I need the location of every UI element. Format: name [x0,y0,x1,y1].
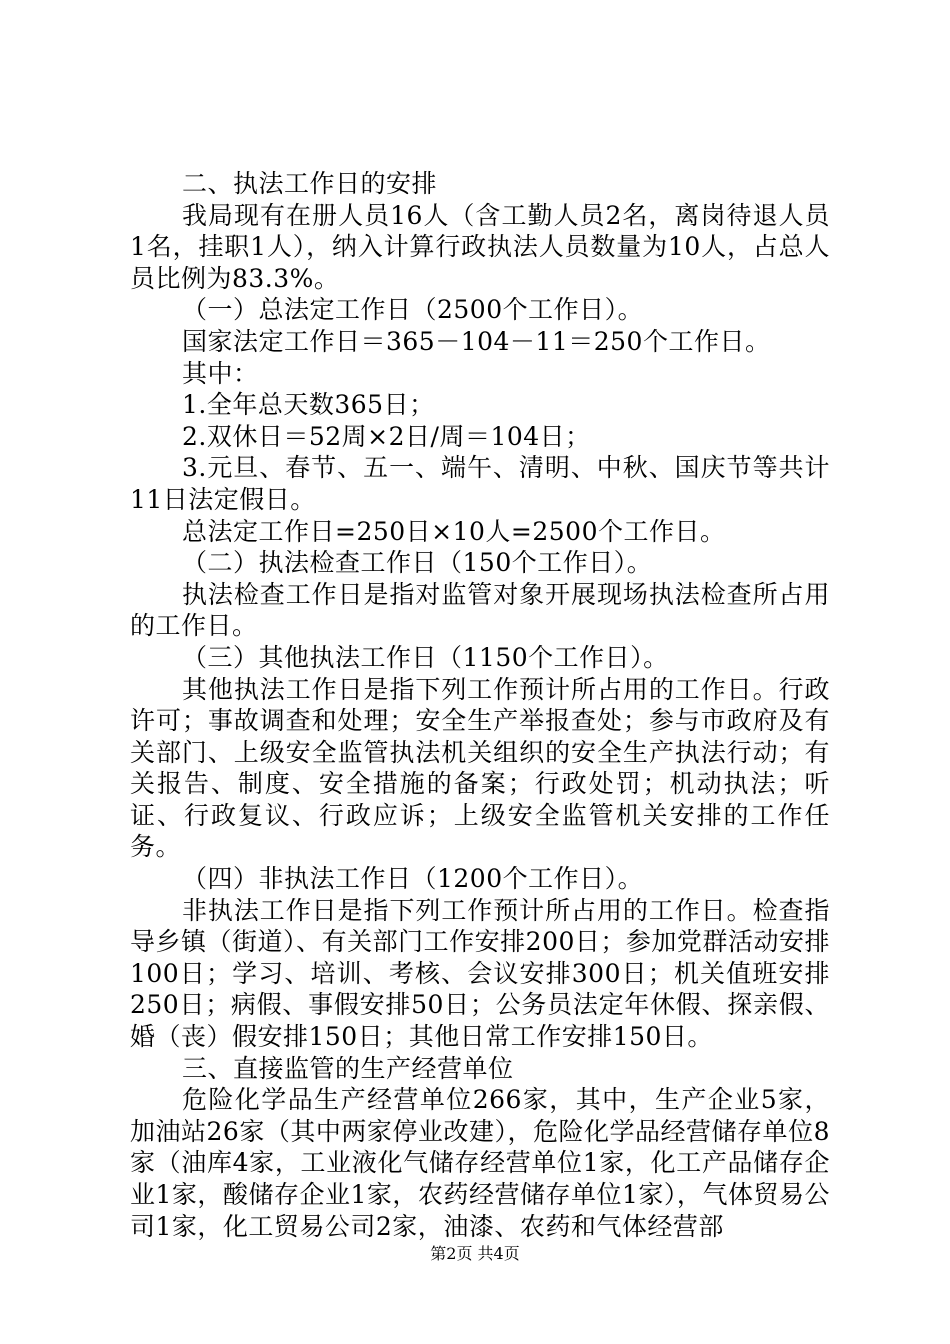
subheading-other-enforcement: （三）其他执法工作日（1150个工作日）。 [182,642,669,672]
inspection-definition: 执法检查工作日是指对监管对象开展现场执法检查所占用的工作日。 [130,579,830,641]
national-workdays-formula: 国家法定工作日＝365－104－11＝250个工作日。 [182,326,771,356]
other-enforcement-definition: 其他执法工作日是指下列工作预计所占用的工作日。行政许可；事故调查和处理；安全生产举报查处；参与市政府及有关部门、上级安全监管执法机关组织的安全生产执法行动；有关报告、制度、安全措施的备案；行政处罚；机动执法；听证、行政复议、行政应诉；上级安全监管机关安排的工作任务。 [130,674,830,862]
staff-count-paragraph: 我局现有在册人员16人（含工勤人员2名，离岗待退人员1名，挂职1人），纳入计算行政执法人员数量为10人，占总人员比例为83.3%。 [130,200,830,293]
non-enforcement-definition: 非执法工作日是指下列工作预计所占用的工作日。检查指导乡镇（街道）、有关部门工作安排200日；参加党群活动安排100日；学习、培训、考核、会议安排300日；机关值班安排250日；病假、事假安排50日；公务员法定年休假、探亲假、婚（丧）假安排150日；其他日常工作安排150日。 [130,895,830,1052]
subheading-total-workdays: （一）总法定工作日（2500个工作日）。 [182,295,644,325]
section-heading-3: 三、直接监管的生产经营单位 [182,1053,514,1083]
subheading-inspection-workdays: （二）执法检查工作日（150个工作日）。 [182,548,653,578]
among-them-label: 其中： [182,358,259,388]
page-footer [0,1244,950,1264]
list-item-2: 2.双休日＝52周×2日/周＝104日； [182,421,591,451]
section-heading-2: 二、执法工作日的安排 [182,169,438,198]
document-body [130,168,830,1242]
list-item-1: 1.全年总天数365日； [182,390,435,420]
page-number-label: 第2页 共4页 [430,1244,520,1263]
list-item-3: 3.元旦、春节、五一、端午、清明、中秋、国庆节等共计11日法定假日。 [130,453,830,514]
total-workdays-formula: 总法定工作日=250日×10人=2500个工作日。 [182,516,726,546]
subheading-non-enforcement: （四）非执法工作日（1200个工作日）。 [182,864,644,894]
hazardous-chemicals-paragraph: 危险化学品生产经营单位266家，其中，生产企业5家，加油站26家（其中两家停业改建），危险化学品经营储存单位8家（油库4家，工业液化气储存经营单位1家，化工产品储存企业1家，酸储存企业1家，农药经营储存单位1家），气体贸易公司1家，化工贸易公司2家，油漆、农药和气体经营部 [130,1085,830,1241]
